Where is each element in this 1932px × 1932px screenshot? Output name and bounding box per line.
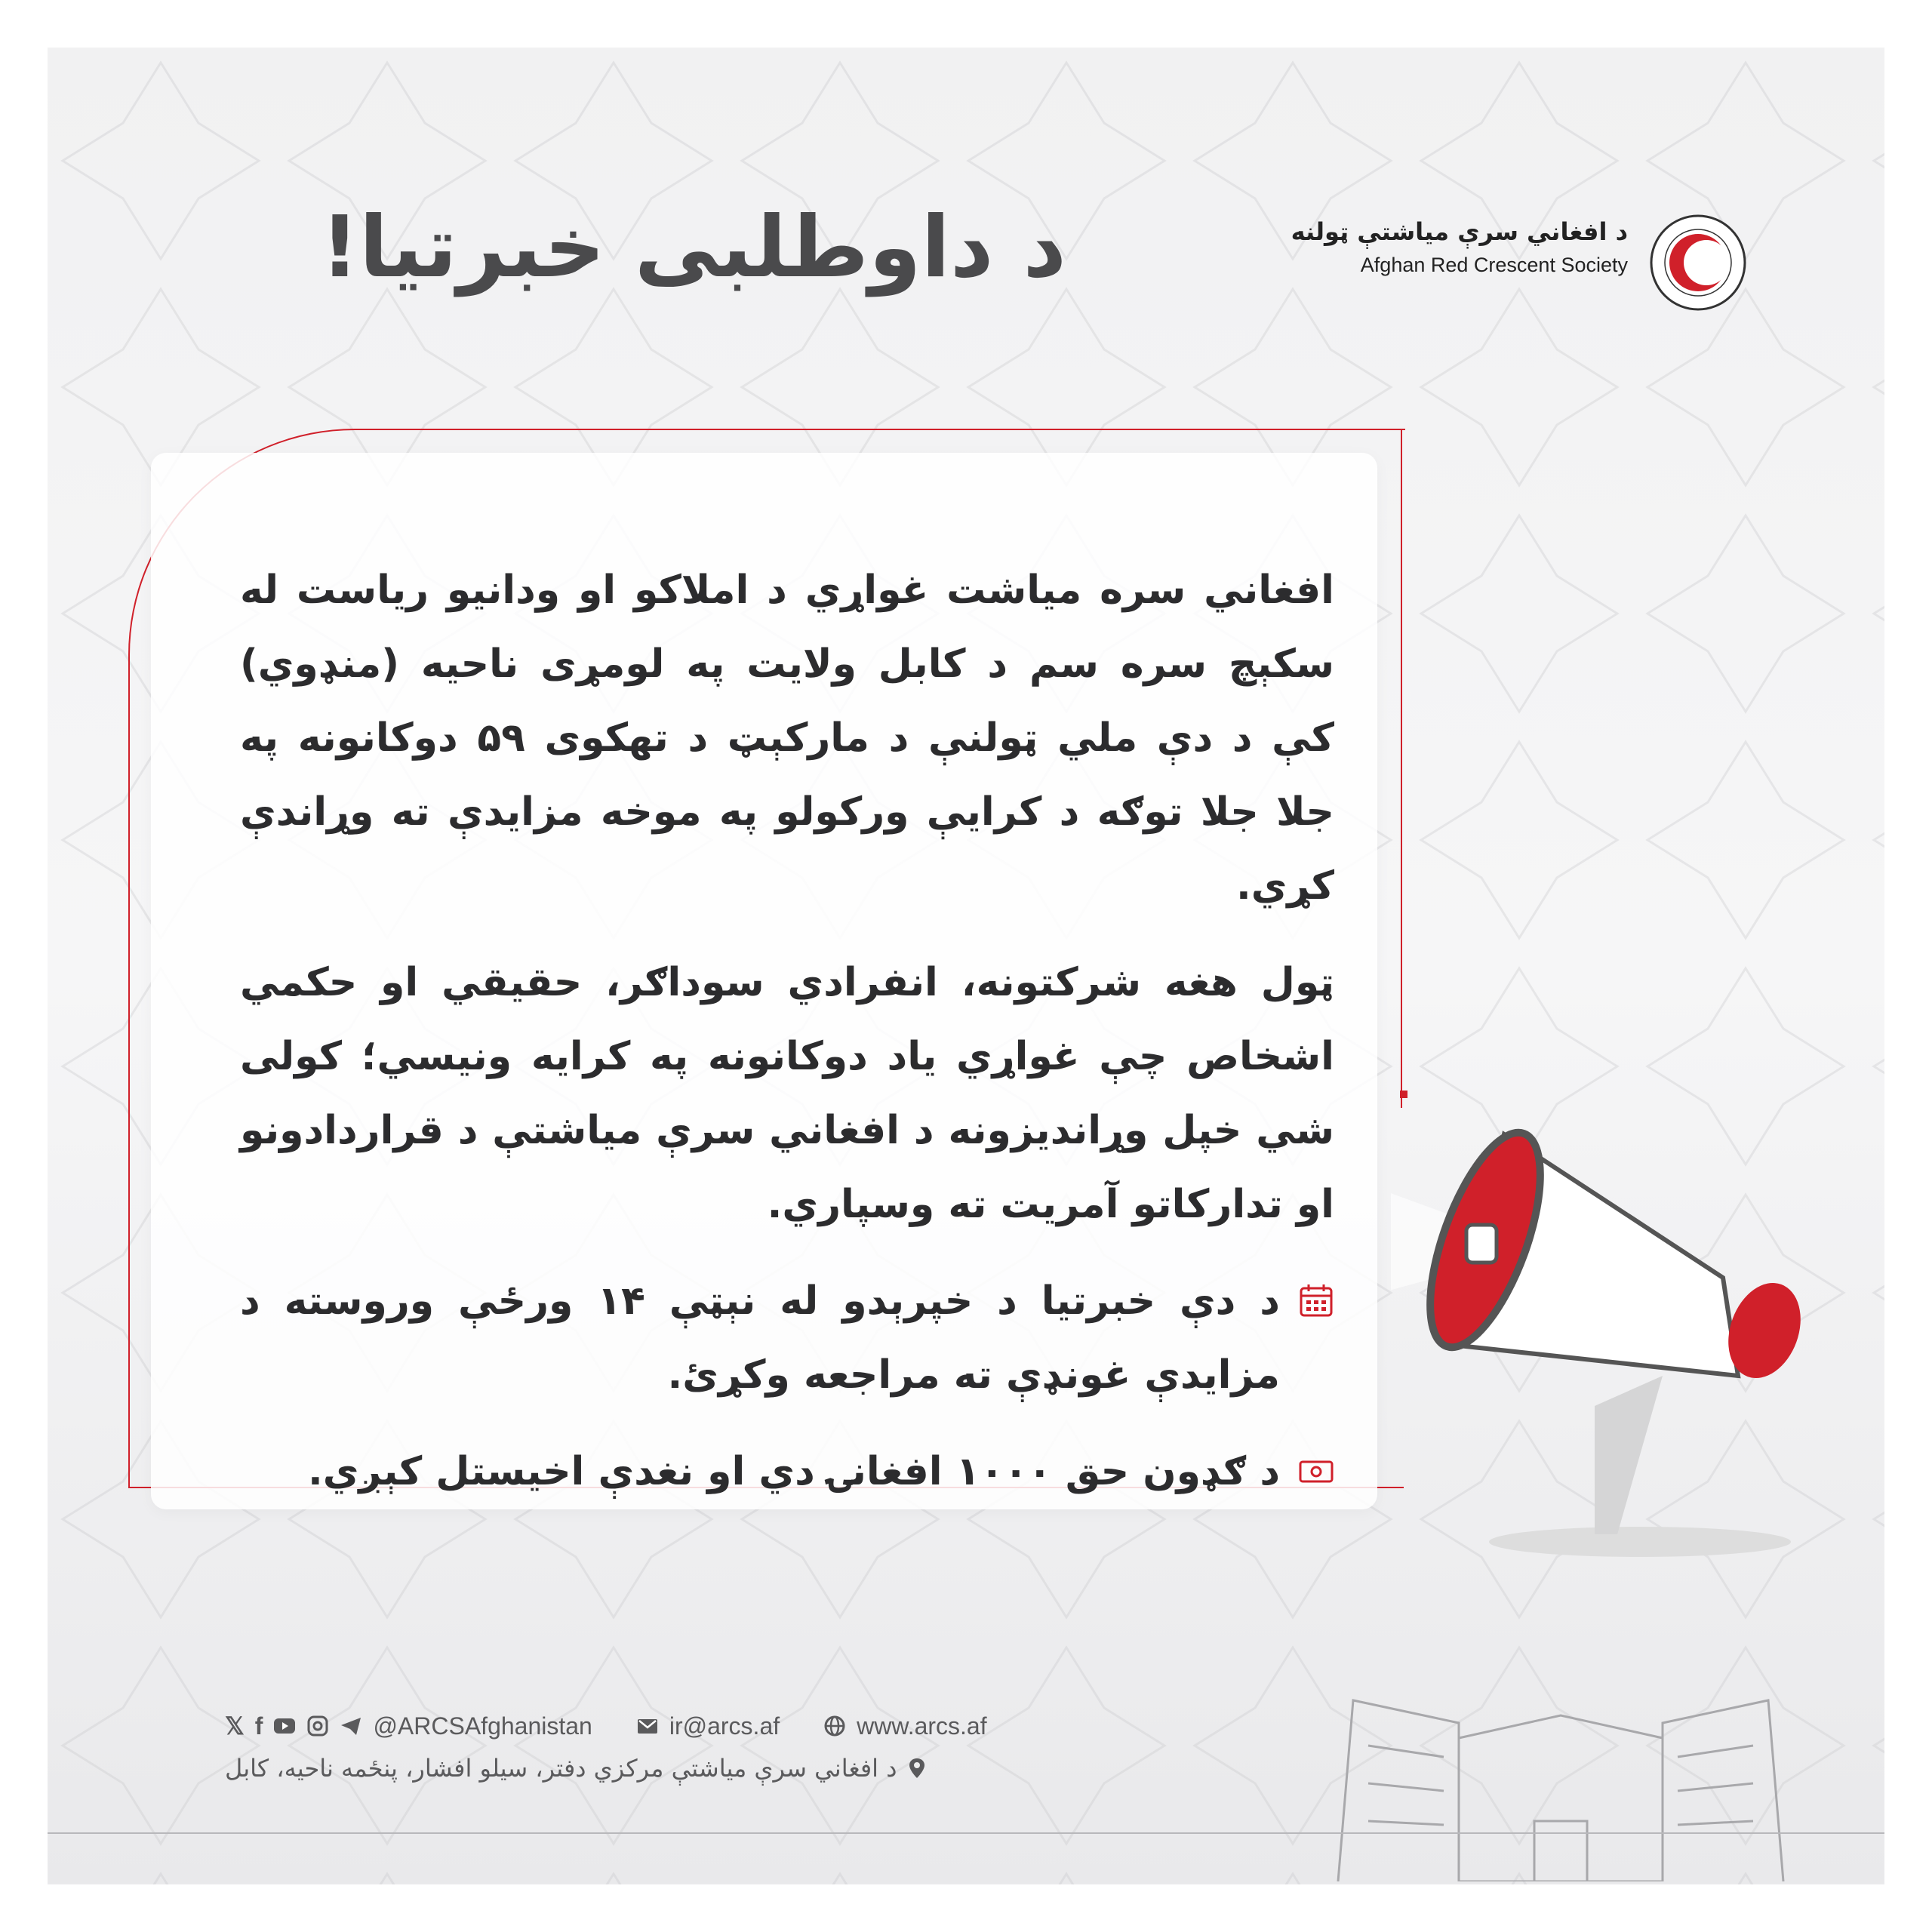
calendar-icon [1298, 1282, 1334, 1318]
instagram-icon[interactable] [306, 1715, 329, 1737]
paragraph-1: افغاني سره میاشت غواړي د املاکو او ودانیو ریاست له سکېچ سره سم د کابل ولایت په لومړی ناحیه (منډوي) کې د دې ملي ټولنې د مارکېټ د تهکوی ۵۹ دوکانونه په جلا جلا توګه د کرایې ورکولو په موخه مزایدې ته وړاندې کړي. [240, 568, 1334, 909]
website-link[interactable]: www.arcs.af [857, 1712, 987, 1740]
bullet-fee-text: د ګډون حق ۱۰۰۰ افغانۍ دي او نغدې اخیستل کېږي. [307, 1449, 1280, 1494]
money-icon [1298, 1453, 1334, 1489]
contact-row [225, 1712, 1055, 1740]
bullet-fee [240, 1435, 1334, 1509]
address-text: د افغاني سرې میاشتې مرکزي دفتر، سیلو افشار، پنځمه ناحیه، کابل [225, 1754, 897, 1783]
card-outline-right [1401, 429, 1402, 1108]
globe-icon [823, 1715, 846, 1737]
facebook-icon[interactable]: f [254, 1712, 263, 1740]
telegram-icon[interactable] [340, 1715, 362, 1737]
brand-name-english: Afghan Red Crescent Society [1360, 254, 1628, 276]
footer [225, 1712, 1055, 1783]
youtube-icon[interactable] [273, 1715, 296, 1737]
red-crescent-logo [1649, 214, 1747, 312]
megaphone-illustration [1391, 1089, 1874, 1572]
bullet-deadline-text: د دې خبرتیا د خپرېدو له نېټې ۱۴ ورځې وروسته د مزایدې غونډې ته مراجعه وکړئ. [240, 1278, 1280, 1398]
brand-block [1291, 217, 1628, 277]
location-pin-icon [906, 1757, 928, 1780]
brand-name-pashto: د افغاني سرې میاشتې ټولنه [1291, 217, 1628, 246]
email-link[interactable]: ir@arcs.af [669, 1712, 780, 1740]
announcement-body [240, 553, 1334, 1531]
page-title: د داوطلبی خبرتیا! [320, 198, 1066, 297]
footer-divider [48, 1832, 1884, 1834]
paragraph-2: ټول هغه شرکتونه، انفرادي سوداګر، حقیقي او حکمي اشخاص چې غواړي یاد دوکانونه په کرایه ونیسي؛ کولی شي خپل وړاندیزونه د افغاني سرې میاشتې د قراردادونو او تدارکاتو آمریت ته وسپاري. [240, 960, 1334, 1227]
email-icon [636, 1715, 659, 1737]
social-handle[interactable]: @ARCSAfghanistan [373, 1712, 592, 1740]
x-icon[interactable]: 𝕏 [225, 1712, 245, 1740]
address-row [225, 1754, 1055, 1783]
poster-frame [48, 48, 1884, 1884]
headquarters-building-illustration [1323, 1670, 1798, 1881]
bullet-deadline [240, 1264, 1334, 1412]
